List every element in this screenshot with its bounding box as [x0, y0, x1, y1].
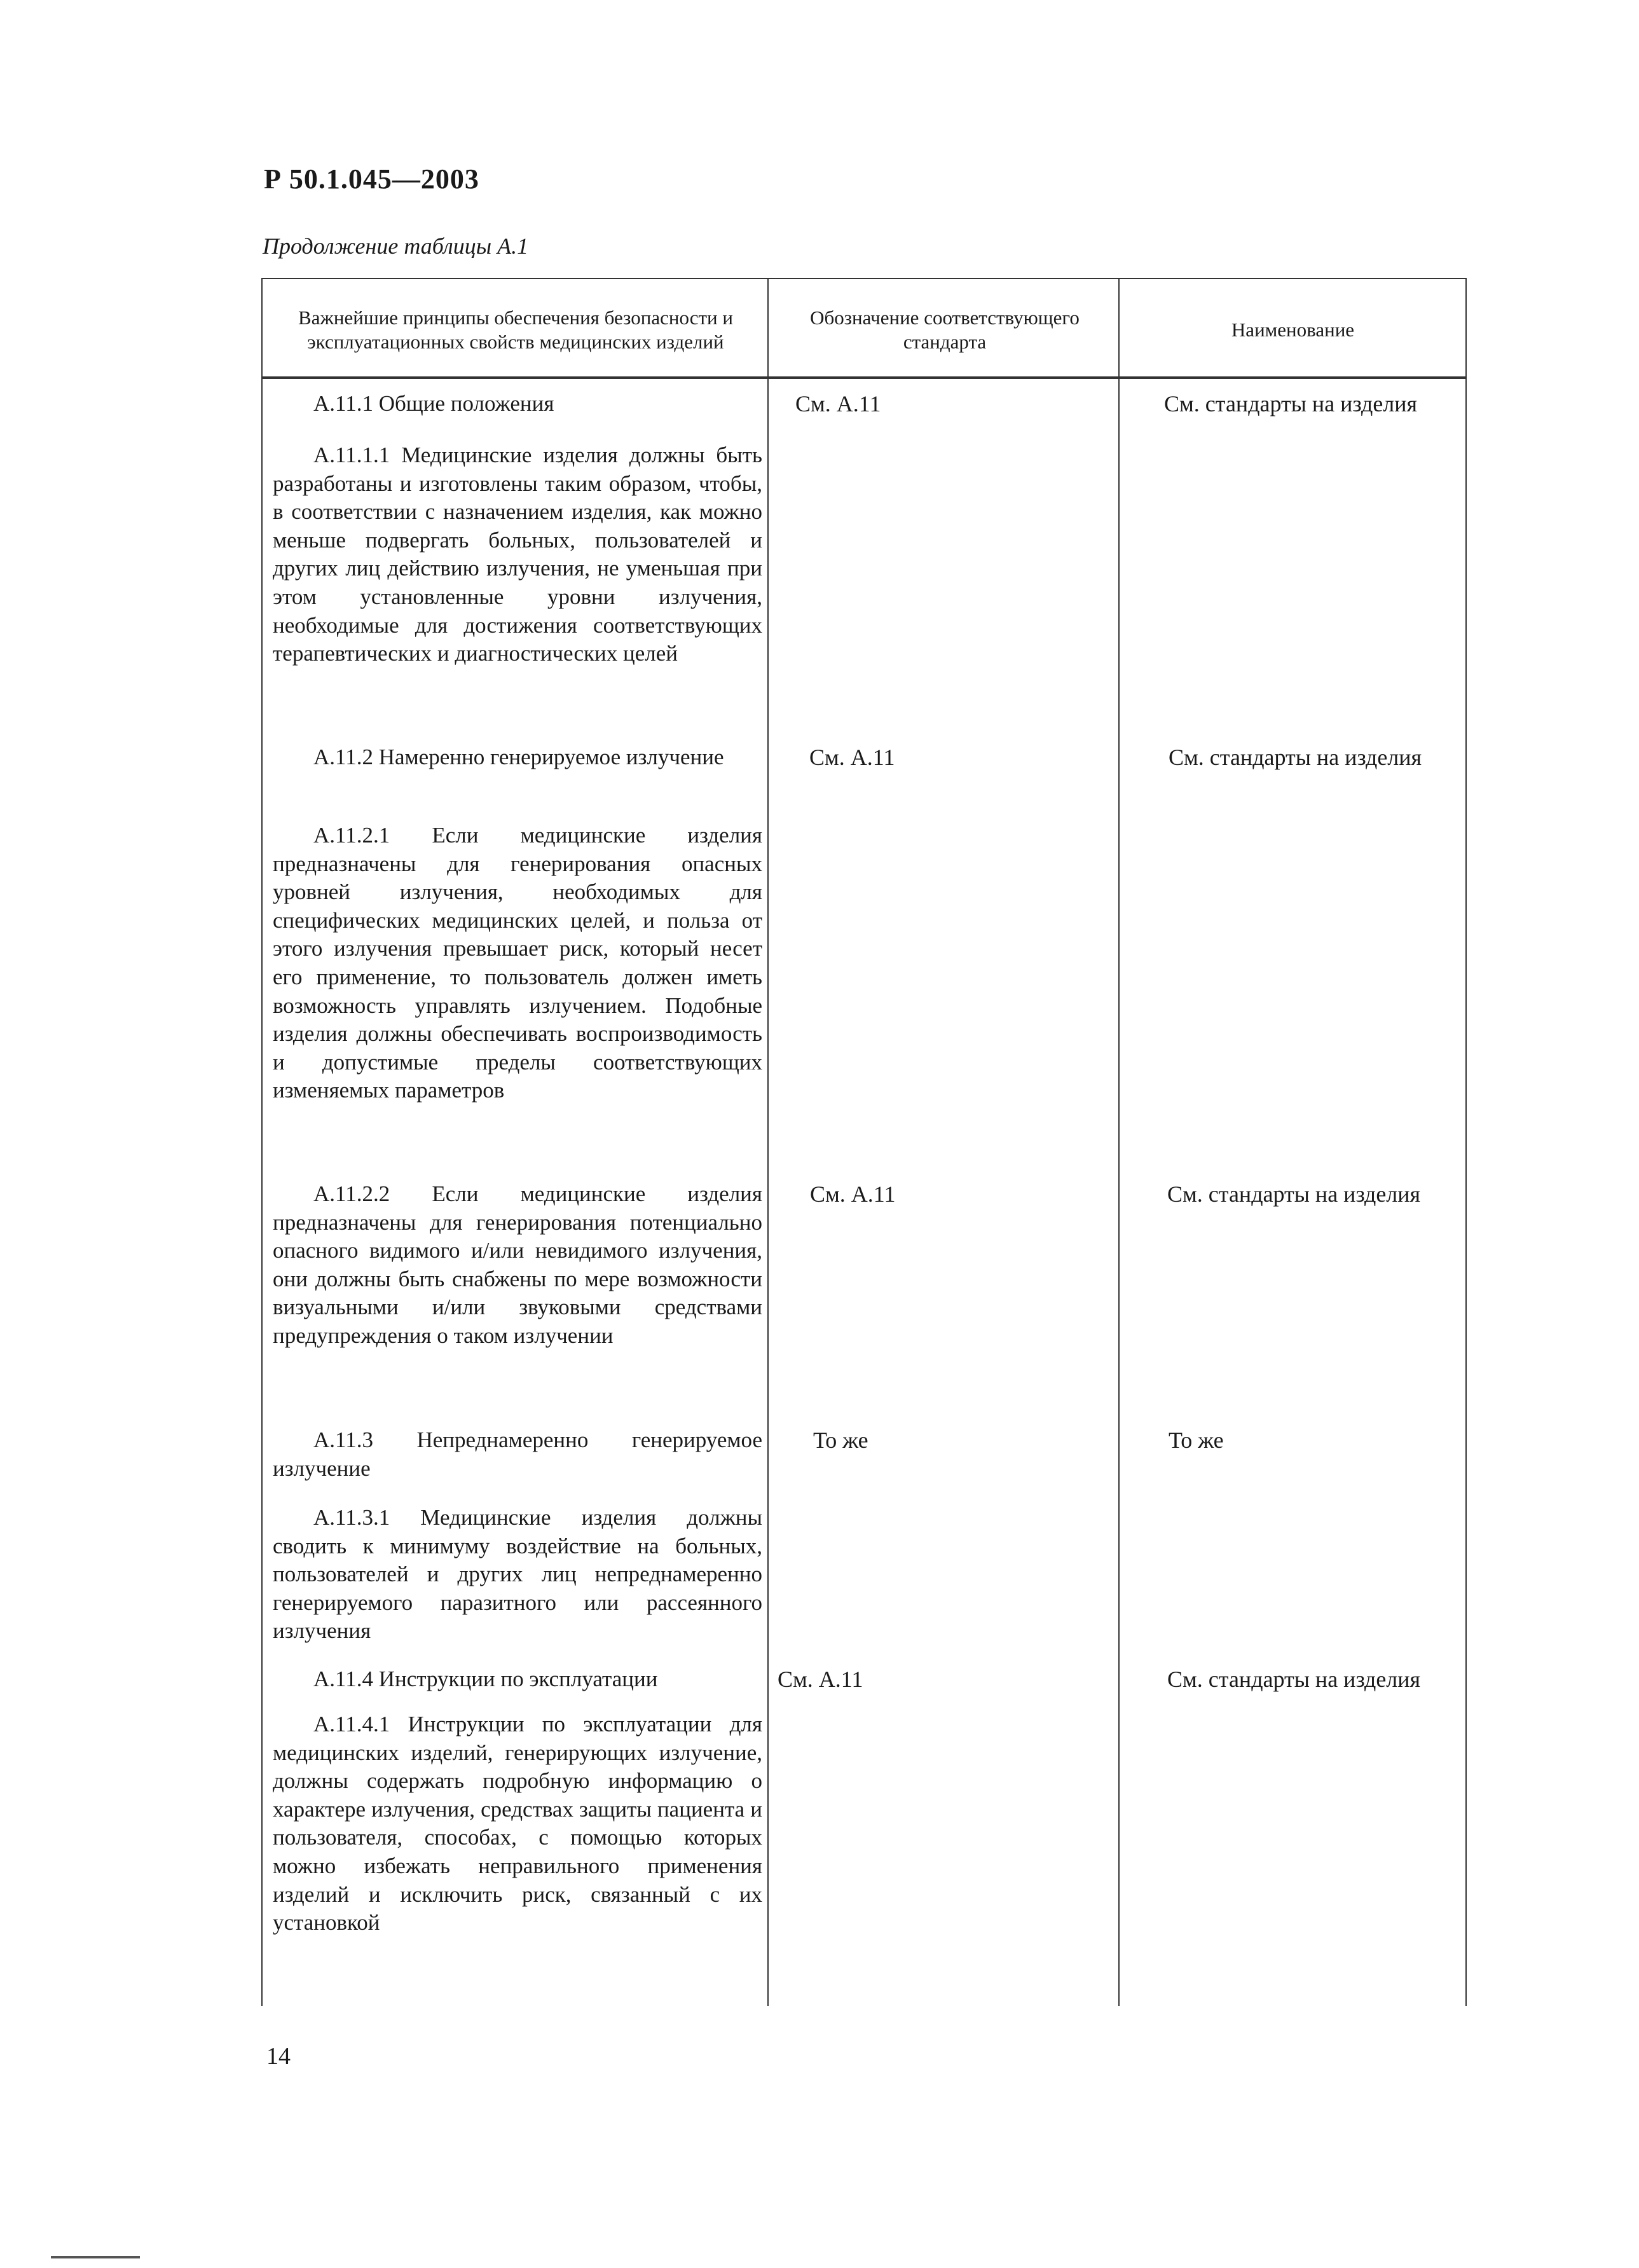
section-title-a11-2: А.11.2 Намеренно генерируемое излучение [313, 745, 724, 769]
section-title-a11-3: А.11.3 Непреднамеренно генерируемое излучение [273, 1427, 762, 1481]
paragraph-a11-4-1: А.11.4.1 Инструкции по эксплуатации для медицинских изделий, генерирующих излучение, должны содержать подробную информацию о характере излучения, средствах защиты пациента и пользователя, способах, с помощью которых можно избежать неправильного применения изделий и исключить риск, связанный с их установкой [273, 1712, 762, 1935]
section-title-a11-4: А.11.4 Инструкции по эксплуатации [313, 1667, 658, 1691]
designation-row-2: См. А.11 [809, 745, 895, 770]
name-row-1: См. стандарты на изделия [1164, 391, 1418, 416]
name-row-5: См. стандарты на изделия [1167, 1667, 1421, 1692]
header-name: Наименование [1231, 319, 1355, 341]
paragraph-a11-3-1: А.11.3.1 Медицинские изделия должны сводить к минимуму воздействие на больных, пользователей и других лиц непреднамеренно генерируемого паразитного или рассеянного излучения [273, 1505, 762, 1644]
paragraph-a11-2-2: А.11.2.2 Если медицинские изделия предназначены для генерирования потенциально опасного видимого и/или невидимого излучения, они должны быть снабжены по мере возможности визуальными и/или звуковыми средствами предупреждения о таком излучении [273, 1181, 762, 1348]
header-principles: Важнейшие принципы обеспечения безопасности и эксплуатационных свойств медицинских изделий [298, 306, 733, 353]
designation-row-5: См. А.11 [778, 1667, 863, 1692]
designation-row-3: См. А.11 [810, 1181, 896, 1207]
header-bottom-border [261, 376, 1467, 379]
column-divider-1 [767, 278, 769, 2006]
designation-row-1: См. А.11 [795, 391, 881, 416]
table-left-border [261, 278, 263, 2006]
paragraph-a11-1-1: А.11.1.1 Медицинские изделия должны быть разработаны и изготовлены таким образом, чтобы, в соответствии с назначением изделия, как можно меньше подвергать больных, пользователей и других лиц действию излучения, не уменьшая при этом установленные уровни излучения, необходимые для достижения соответствующих терапевтических и диагностических целей [273, 443, 762, 666]
section-title-a11-1: А.11.1 Общие положения [313, 391, 554, 416]
header-designation: Обозначение соответствующего стандарта [810, 306, 1080, 353]
designation-row-4: То же [813, 1427, 868, 1453]
page-number: 14 [266, 2043, 291, 2070]
document-header: Р 50.1.045—2003 [264, 163, 479, 195]
scan-artifact-line [51, 2256, 140, 2258]
column-divider-2 [1118, 278, 1120, 2006]
name-row-2: См. стандарты на изделия [1169, 745, 1422, 770]
table-right-border [1465, 278, 1467, 2006]
paragraph-a11-2-1: А.11.2.1 Если медицинские изделия предназначены для генерирования опасных уровней излучения, необходимых для специфических медицинских целей, и польза от этого излучения превышает риск, который несет его применение, то пользователь должен иметь возможность управлять излучением. Подобные изделия должны обеспечивать воспроизводимость и допустимые пределы соответствующих изменяемых параметров [273, 823, 762, 1103]
name-row-3: См. стандарты на изделия [1167, 1181, 1421, 1207]
name-row-4: То же [1169, 1427, 1224, 1453]
table-caption: Продолжение таблицы А.1 [263, 233, 529, 259]
requirements-table [261, 278, 1467, 2006]
table-top-border [261, 278, 1467, 279]
